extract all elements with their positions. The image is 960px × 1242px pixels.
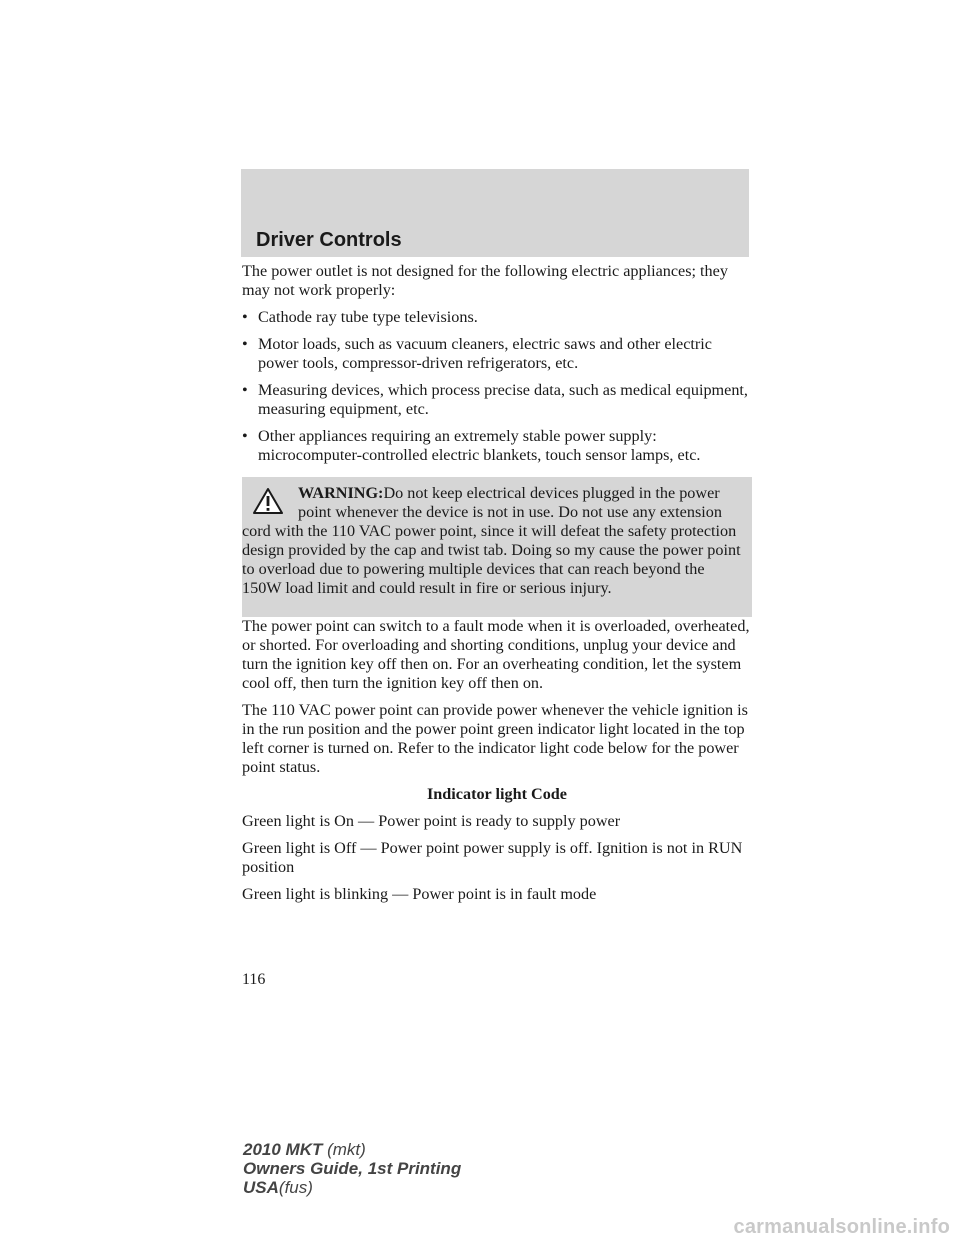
bullet-icon: • xyxy=(242,427,248,445)
intro-paragraph: The power outlet is not designed for the following electric appliances; they may not work properly: xyxy=(242,262,728,299)
indicator-line-off: Green light is Off — Power point power supply is off. Ignition is not in RUN position xyxy=(242,839,743,876)
footer-line-model xyxy=(243,1140,461,1159)
list-item xyxy=(242,381,752,419)
section-title: Driver Controls xyxy=(256,229,402,251)
warning-label: WARNING: xyxy=(298,484,384,502)
footer-model: 2010 MKT xyxy=(243,1140,323,1159)
list-item-text: Cathode ray tube type televisions. xyxy=(258,308,478,326)
bullet-icon: • xyxy=(242,335,248,353)
warning-text xyxy=(242,484,744,598)
footer-line-region xyxy=(243,1178,461,1197)
indicator-code-heading: Indicator light Code xyxy=(426,785,567,803)
warning-box xyxy=(242,477,752,617)
watermark[interactable]: carmanualsonline.info xyxy=(733,1216,950,1238)
list-item xyxy=(242,308,752,327)
list-item-text: Motor loads, such as vacuum cleaners, electric saws and other electric power tools, compressor-driven refrigerators, etc. xyxy=(258,335,712,372)
footer xyxy=(243,1140,461,1197)
footer-printing: Owners Guide, 1st Printing xyxy=(243,1159,462,1178)
list-item-text: Measuring devices, which process precise data, such as medical equipment, measuring equipment, etc. xyxy=(258,381,748,418)
bullet-icon: • xyxy=(242,381,248,399)
fault-mode-paragraph: The power point can switch to a fault mode when it is overloaded, overheated, or shorted. For overloading and shorting conditions, unplug your device and turn the ignition key off then on. For an overheating condition, let the system cool off, then turn the ignition key off then on. xyxy=(242,617,750,692)
page-number: 116 xyxy=(242,971,266,988)
power-point-paragraph: The 110 VAC power point can provide power whenever the vehicle ignition is in the run position and the power point green indicator light located in the top left corner is turned on. Refer to the indicator light code below for the power point status. xyxy=(242,701,748,776)
footer-region-code: (fus) xyxy=(278,1178,313,1197)
section-header-band xyxy=(241,169,749,257)
indicator-line-blinking: Green light is blinking — Power point is in fault mode xyxy=(242,885,597,903)
bullet-icon: • xyxy=(242,308,248,326)
warning-body: Do not keep electrical devices plugged in the power point whenever the device is not in use. Do not use any extension cord with the 110 VAC power point, since it will defeat the safety protection design provided by the cap and twist tab. Doing so my cause the power point to overload due to powering multiple devices that can reach beyond the 150W load limit and could result in fire or serious injury. xyxy=(242,484,741,597)
footer-model-code: (mkt) xyxy=(327,1140,366,1159)
indicator-line-on: Green light is On — Power point is ready to supply power xyxy=(242,812,621,830)
footer-region: USA xyxy=(243,1178,279,1197)
page-content xyxy=(242,262,752,912)
list-item xyxy=(242,335,752,373)
warning-triangle-icon xyxy=(252,487,284,515)
list-item-text: Other appliances requiring an extremely stable power supply: microcomputer-controlled electric blankets, touch sensor lamps, etc. xyxy=(258,427,701,464)
list-item xyxy=(242,427,752,465)
appliance-list xyxy=(242,308,752,465)
